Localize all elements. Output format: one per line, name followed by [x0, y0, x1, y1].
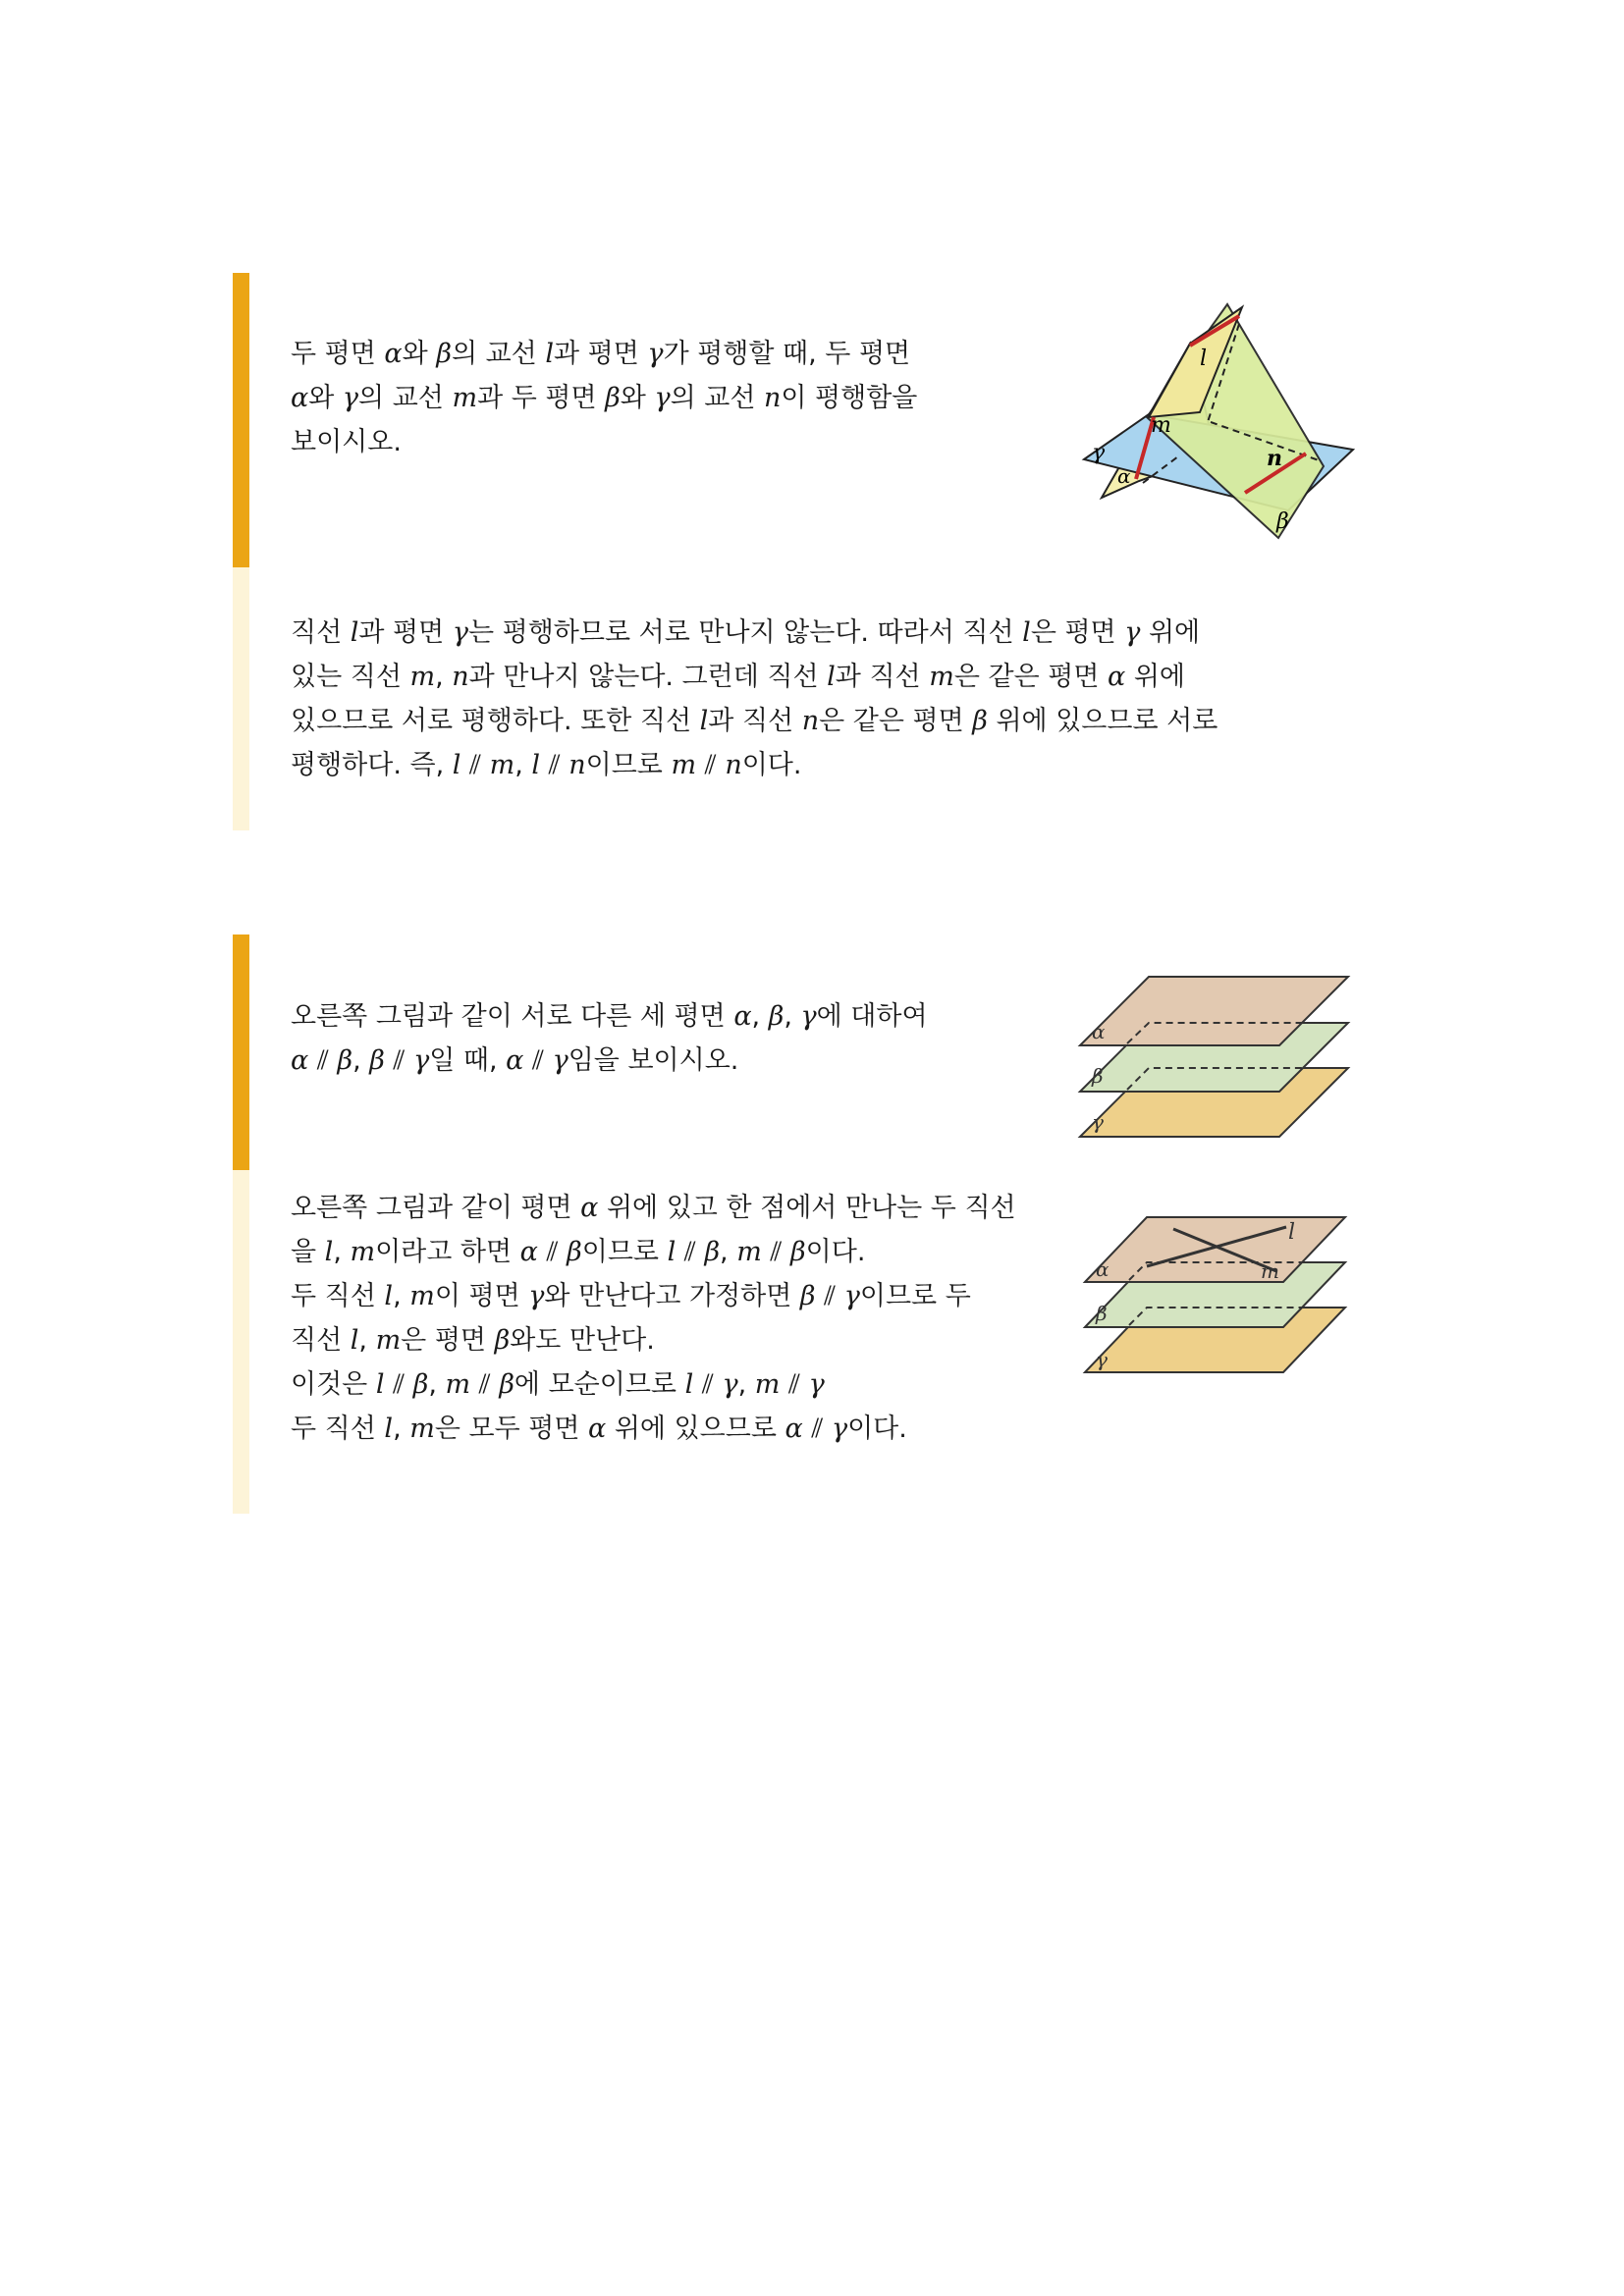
math-symbol: γ: [452, 617, 468, 648]
text-run: 오른쪽 그림과 같이 평면: [291, 1193, 581, 1223]
text-run: 위에 있고 한 점에서 만나는 두 직선: [598, 1193, 1016, 1223]
math-symbol: γ: [647, 339, 664, 369]
math-symbol: γ: [831, 1414, 848, 1444]
math-symbol: β: [972, 706, 988, 736]
text-line: [291, 1318, 1016, 1362]
text-run: 일 때,: [429, 1045, 507, 1076]
math-symbol: l: [375, 1369, 385, 1400]
label-l: l: [1288, 1220, 1296, 1245]
text-run: 와: [308, 383, 343, 413]
text-run: ⫽: [761, 1237, 791, 1267]
math-symbol: α: [785, 1414, 803, 1444]
math-symbol: m: [409, 1281, 435, 1311]
math-symbol: m: [489, 750, 515, 780]
math-symbol: β: [768, 1001, 785, 1032]
text-run: 평행하다. 즉,: [291, 750, 453, 780]
text-run: 위에: [1140, 617, 1201, 648]
text-run: 과 직선: [835, 662, 930, 692]
text-run: 는 평행하므로 서로 만나지 않는다. 따라서 직선: [467, 617, 1023, 648]
text-run: ⫽: [802, 1414, 832, 1444]
text-run: 의 교선: [670, 383, 764, 413]
math-symbol: n: [452, 662, 469, 692]
text-run: 이다.: [741, 750, 802, 780]
text-run: ,: [737, 1369, 755, 1400]
label-alpha: α: [1096, 1257, 1110, 1281]
text-run: 와 만난다고 가정하면: [544, 1281, 800, 1311]
text-run: ⫽: [537, 1237, 568, 1267]
math-symbol: l: [324, 1237, 334, 1267]
text-run: ,: [751, 1001, 769, 1032]
text-run: ⫽: [815, 1281, 844, 1311]
text-run: ⫽: [676, 1237, 705, 1267]
math-symbol: γ: [843, 1281, 860, 1311]
text-run: 은 모두 평면: [434, 1414, 589, 1444]
text-run: 오른쪽 그림과 같이 서로 다른 세 평면: [291, 1001, 734, 1032]
math-symbol: β: [337, 1045, 353, 1076]
math-symbol: β: [605, 383, 621, 413]
text-run: 두 평면: [291, 339, 385, 369]
text-run: ,: [514, 750, 532, 780]
text-run: 에 모순이므로: [514, 1369, 685, 1400]
text-run: ⫽: [540, 750, 569, 780]
math-symbol: l: [350, 617, 359, 648]
problem2-text: [291, 994, 928, 1083]
solution2-bar: [233, 1170, 249, 1514]
text-run: 은 평면: [401, 1325, 495, 1356]
text-line: [291, 1407, 1016, 1451]
text-run: 있으므로 서로 평행하다. 또한 직선: [291, 706, 700, 736]
text-line: [291, 376, 917, 420]
math-symbol: l: [452, 750, 461, 780]
math-symbol: l: [827, 662, 836, 692]
text-line: [291, 332, 917, 376]
math-symbol: l: [667, 1237, 677, 1267]
text-line: [291, 420, 917, 464]
math-symbol: m: [409, 662, 436, 692]
label-gamma: γ: [1096, 1348, 1108, 1371]
label-n: n: [1267, 446, 1282, 471]
text-run: 두 직선: [291, 1414, 385, 1444]
problem1-accent-bar: [233, 273, 249, 567]
text-line: [291, 743, 1218, 787]
text-run: 와: [402, 339, 437, 369]
text-run: 과 직선: [708, 706, 802, 736]
math-symbol: m: [929, 662, 954, 692]
text-run: 직선: [291, 617, 351, 648]
math-symbol: l: [545, 339, 554, 369]
math-symbol: γ: [800, 1001, 817, 1032]
label-m: m: [1151, 413, 1171, 438]
math-symbol: m: [350, 1237, 376, 1267]
text-run: 이다.: [805, 1237, 866, 1267]
text-run: ⫽: [470, 1369, 500, 1400]
math-symbol: γ: [654, 383, 671, 413]
text-run: 두 직선: [291, 1281, 385, 1311]
text-run: 이다.: [847, 1414, 907, 1444]
math-symbol: β: [567, 1237, 582, 1267]
math-symbol: n: [764, 383, 782, 413]
text-run: ,: [720, 1237, 737, 1267]
math-symbol: β: [412, 1369, 429, 1400]
math-symbol: β: [499, 1369, 514, 1400]
text-run: ⫽: [696, 750, 726, 780]
math-symbol: γ: [528, 1281, 545, 1311]
text-line: [291, 699, 1218, 743]
math-symbol: l: [384, 1414, 394, 1444]
math-symbol: l: [384, 1281, 394, 1311]
math-symbol: β: [799, 1281, 816, 1311]
text-run: 와: [620, 383, 655, 413]
text-run: 을: [291, 1237, 325, 1267]
math-symbol: β: [436, 339, 452, 369]
math-symbol: γ: [808, 1369, 825, 1400]
math-symbol: α: [519, 1237, 538, 1267]
label-gamma: γ: [1092, 441, 1106, 465]
text-run: 은 평면: [1030, 617, 1125, 648]
text-run: ,: [393, 1414, 410, 1444]
text-run: 가 평행할 때, 두 평면: [663, 339, 911, 369]
solution1-bar: [233, 567, 249, 830]
label-beta: β: [1096, 1302, 1108, 1325]
text-line: [291, 1230, 1016, 1274]
text-run: 이것은: [291, 1369, 376, 1400]
text-run: ,: [393, 1281, 410, 1311]
math-symbol: γ: [722, 1369, 738, 1400]
problem2-accent-bar: [233, 934, 249, 1170]
text-line: [291, 655, 1218, 699]
math-symbol: l: [1022, 617, 1031, 648]
math-symbol: γ: [342, 383, 359, 413]
math-symbol: α: [580, 1193, 599, 1223]
text-run: ,: [428, 1369, 446, 1400]
text-line: [291, 1186, 1016, 1230]
math-symbol: γ: [413, 1045, 430, 1076]
text-run: ⫽: [384, 1045, 414, 1076]
math-symbol: γ: [1124, 617, 1141, 648]
label-alpha: α: [1117, 464, 1131, 488]
text-run: 이 평면: [434, 1281, 529, 1311]
math-symbol: l: [350, 1325, 359, 1356]
text-run: 보이시오.: [291, 427, 402, 457]
math-symbol: α: [588, 1414, 607, 1444]
text-run: ⫽: [523, 1045, 553, 1076]
text-run: 위에: [1125, 662, 1185, 692]
label-l: l: [1200, 347, 1208, 371]
math-symbol: γ: [552, 1045, 568, 1076]
text-run: 은 같은 평면: [953, 662, 1108, 692]
text-run: ⫽: [780, 1369, 809, 1400]
solution2-text: [291, 1186, 1016, 1451]
math-symbol: n: [568, 750, 586, 780]
text-line: [291, 611, 1218, 655]
math-symbol: α: [506, 1045, 524, 1076]
text-run: 임을 보이시오.: [568, 1045, 739, 1076]
math-symbol: α: [384, 339, 403, 369]
solution2-figure: [1075, 1207, 1355, 1379]
math-symbol: β: [494, 1325, 511, 1356]
label-beta: β: [1276, 509, 1289, 534]
text-run: ⫽: [384, 1369, 413, 1400]
problem1-figure: [1075, 299, 1360, 545]
math-symbol: α: [733, 1001, 752, 1032]
text-run: 있는 직선: [291, 662, 410, 692]
text-line: [291, 994, 928, 1039]
text-run: 위에 있으므로 서로: [987, 706, 1218, 736]
text-run: 과 평면: [358, 617, 453, 648]
text-run: ,: [333, 1237, 351, 1267]
math-symbol: m: [736, 1237, 762, 1267]
text-run: ,: [358, 1325, 376, 1356]
label-m: m: [1261, 1259, 1279, 1283]
text-run: 과 두 평면: [477, 383, 606, 413]
math-symbol: β: [369, 1045, 385, 1076]
math-symbol: m: [671, 750, 697, 780]
text-run: 직선: [291, 1325, 351, 1356]
label-alpha: α: [1092, 1020, 1106, 1043]
text-run: 에 대하여: [816, 1001, 928, 1032]
text-run: ⫽: [460, 750, 490, 780]
math-symbol: α: [1108, 662, 1126, 692]
text-run: 와도 만난다.: [510, 1325, 655, 1356]
text-run: 이므로: [585, 750, 672, 780]
math-symbol: l: [684, 1369, 694, 1400]
text-run: 은 같은 평면: [819, 706, 973, 736]
text-line: [291, 1362, 1016, 1407]
text-run: 의 교선: [358, 383, 453, 413]
solution1-text: [291, 611, 1218, 787]
math-symbol: m: [445, 1369, 471, 1400]
text-run: 이므로: [581, 1237, 668, 1267]
label-gamma: γ: [1092, 1110, 1104, 1134]
label-beta: β: [1092, 1064, 1104, 1088]
math-symbol: β: [704, 1237, 721, 1267]
text-run: 의 교선: [451, 339, 546, 369]
math-symbol: n: [801, 706, 820, 736]
text-run: 이 평행함을: [781, 383, 918, 413]
math-symbol: l: [531, 750, 541, 780]
text-run: 이므로 두: [859, 1281, 971, 1311]
math-symbol: m: [409, 1414, 435, 1444]
problem2-figure: [1070, 967, 1355, 1144]
text-run: 이라고 하면: [375, 1237, 520, 1267]
text-line: [291, 1274, 1016, 1318]
text-run: 과 만나지 않는다. 그런데 직선: [468, 662, 828, 692]
text-run: ⫽: [308, 1045, 338, 1076]
text-line: [291, 1039, 928, 1083]
problem1-text: [291, 332, 917, 464]
math-symbol: α: [291, 1045, 309, 1076]
math-symbol: m: [754, 1369, 781, 1400]
text-run: 위에 있으므로: [606, 1414, 785, 1444]
math-symbol: m: [452, 383, 478, 413]
math-symbol: β: [790, 1237, 806, 1267]
math-symbol: m: [375, 1325, 402, 1356]
text-run: 과 평면: [554, 339, 648, 369]
text-run: ⫽: [693, 1369, 723, 1400]
text-run: ,: [784, 1001, 801, 1032]
text-run: ,: [435, 662, 453, 692]
math-symbol: n: [725, 750, 742, 780]
math-symbol: l: [699, 706, 709, 736]
text-run: ,: [352, 1045, 370, 1076]
math-symbol: α: [291, 383, 309, 413]
